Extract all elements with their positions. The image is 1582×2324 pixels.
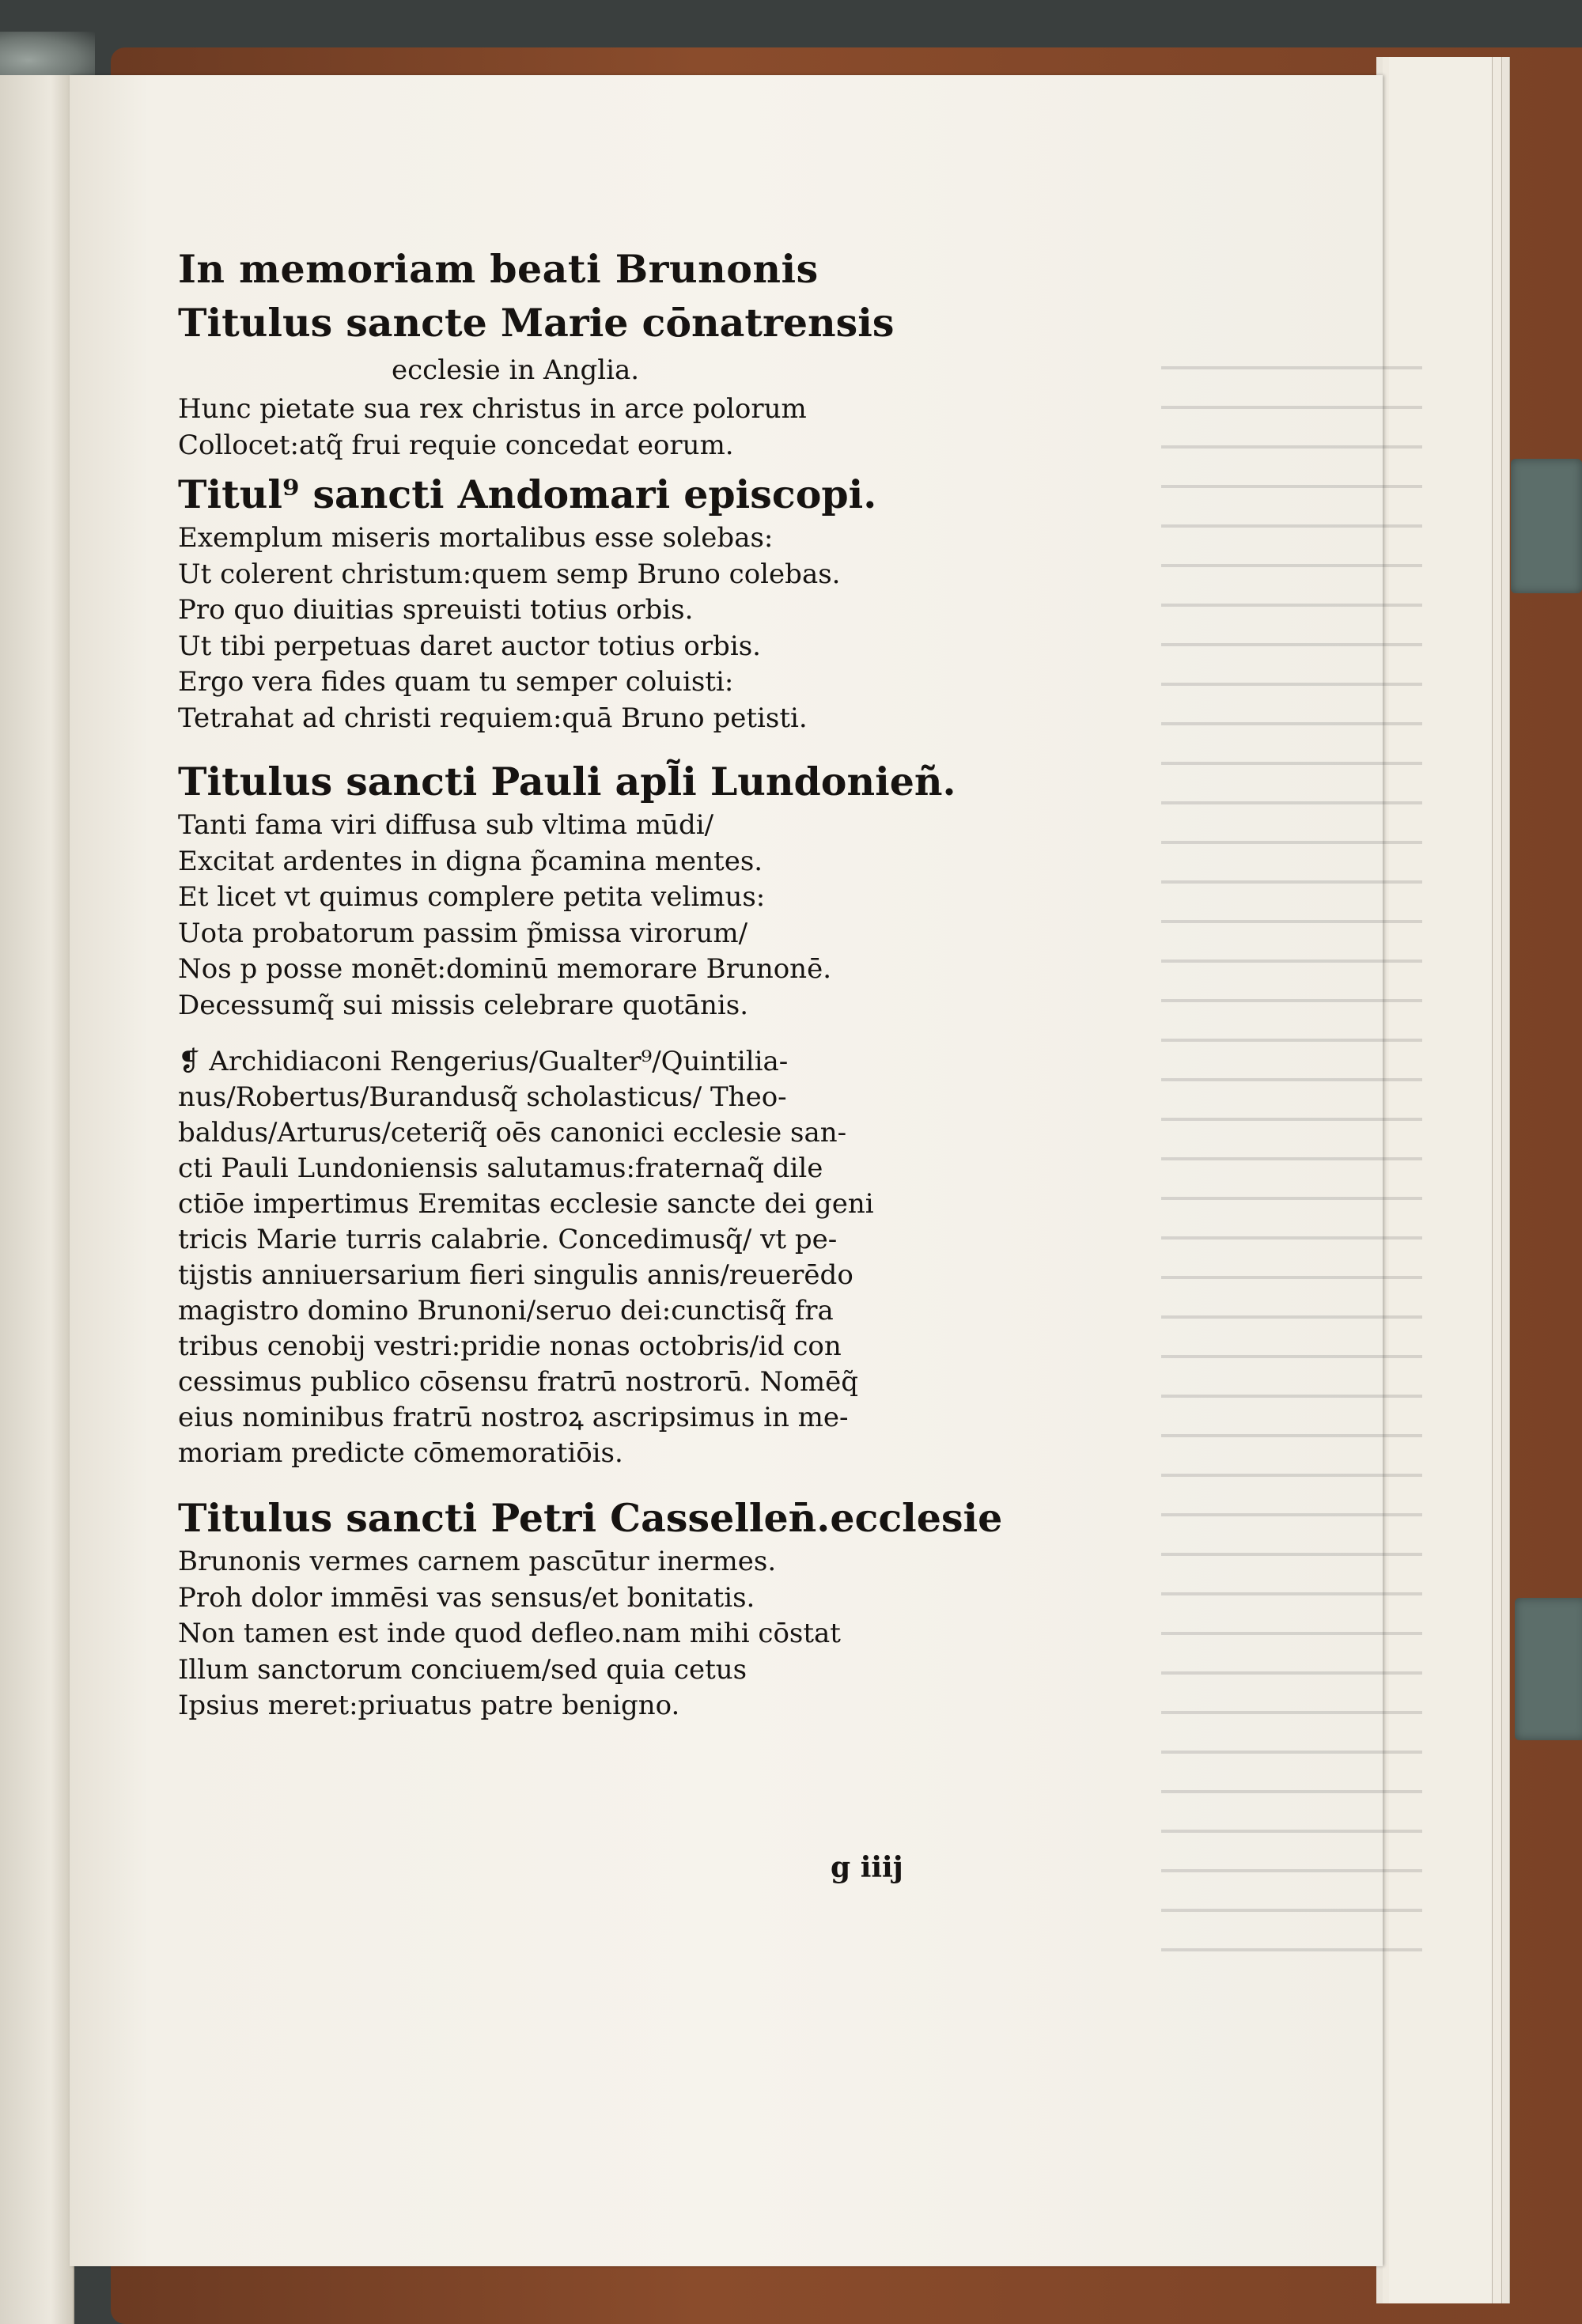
spine-clasp <box>0 32 95 79</box>
prose-line: magistro domino Brunoni/seruo dei:cunctisq̃ fra <box>178 1295 834 1327</box>
clasp-tab-lower <box>1515 1598 1582 1740</box>
prose-line: cessimus publico cōsensu fratrū nostrorū. Nomēq̃ <box>178 1366 858 1398</box>
verse-line: Pro quo diuitias spreuisti totius orbis. <box>178 594 694 626</box>
section-heading: Titulus sancti Pauli apl̃i Lundonieñ. <box>178 759 956 804</box>
verse-line: Non tamen est inde quod defleo.nam mihi cōstat <box>178 1618 841 1649</box>
facing-page-edge <box>0 75 74 2324</box>
verse-line: Brunonis vermes carnem pascūtur inermes. <box>178 1546 777 1577</box>
section-heading: Titulus sancte Marie cōnatrensis <box>178 300 895 346</box>
verse-line: Tetrahat ad christi requiem:quā Bruno petisti. <box>178 702 808 734</box>
verse-line: Ergo vera fides quam tu semper coluisti: <box>178 666 734 698</box>
verse-line: Hunc pietate sua rex christus in arce polorum <box>178 393 807 425</box>
verse-line: Nos p posse monēt:dominū memorare Brunonē. <box>178 953 832 985</box>
prose-line: ctiōe impertimus Eremitas ecclesie sancte dei geni <box>178 1188 874 1220</box>
section-heading: Titulus sancti Petri Cassellen̄.ecclesie <box>178 1495 1003 1541</box>
running-title: In memoriam beati Brunonis <box>178 246 819 292</box>
verse-line: Decessumq̃ sui missis celebrare quotānis. <box>178 989 749 1021</box>
verse-line: Tanti fama viri diffusa sub vltima mūdi/ <box>178 809 714 841</box>
verse-line: Excitat ardentes in digna p̃camina mentes. <box>178 845 763 877</box>
prose-line: ❡ Archidiaconi Rengerius/Gualter⁹/Quintilia- <box>178 1046 789 1077</box>
verse-line: Ut tibi perpetuas daret auctor totius orbis. <box>178 630 761 662</box>
page-text-block <box>178 241 1009 1724</box>
verse-line: Exemplum miseris mortalibus esse solebas: <box>178 522 774 554</box>
prose-line: baldus/Arturus/ceteriq̃ oēs canonici ecclesie san- <box>178 1117 847 1149</box>
prose-line: eius nominibus fratrū nostroꝝ ascripsimus in me- <box>178 1402 849 1433</box>
section-heading: Titul⁹ sancti Andomari episcopi. <box>178 471 877 517</box>
verse-line: Collocet:atq̃ frui requie concedat eorum. <box>178 429 734 461</box>
signature-mark: g iiij <box>831 1851 903 1884</box>
verse-line: Illum sanctorum conciuem/sed quia cetus <box>178 1653 747 1686</box>
section-subheading: ecclesie in Anglia. <box>392 354 640 386</box>
verse-line: Ut colerent christum:quem semp Bruno colebas. <box>178 558 841 590</box>
prose-line: moriam predicte cōmemoratiōis. <box>178 1437 623 1469</box>
prose-line: nus/Robertus/Burandusq̃ scholasticus/ Theo- <box>178 1081 787 1113</box>
verse-line: Proh dolor immēsi vas sensus/et bonitatis. <box>178 1581 755 1614</box>
prose-line: tricis Marie turris calabrie. Concedimusq̃/ vt pe- <box>178 1224 838 1255</box>
verse-line: Uota probatorum passim p̃missa virorum/ <box>178 917 748 949</box>
clasp-tab-upper <box>1511 459 1582 593</box>
verse-line: Et licet vt quimus complere petita velimus: <box>178 881 766 913</box>
verse-line: Ipsius meret:priuatus patre benigno. <box>178 1690 680 1721</box>
prose-line: tribus cenobij vestri:pridie nonas octobris/id con <box>178 1330 842 1362</box>
page-edge-stack <box>1389 57 1493 2303</box>
prose-line: tijstis anniuersarium fieri singulis annis/reuerēdo <box>178 1259 853 1291</box>
prose-line: cti Pauli Lundoniensis salutamus:fraternaq̃ dile <box>178 1153 823 1184</box>
